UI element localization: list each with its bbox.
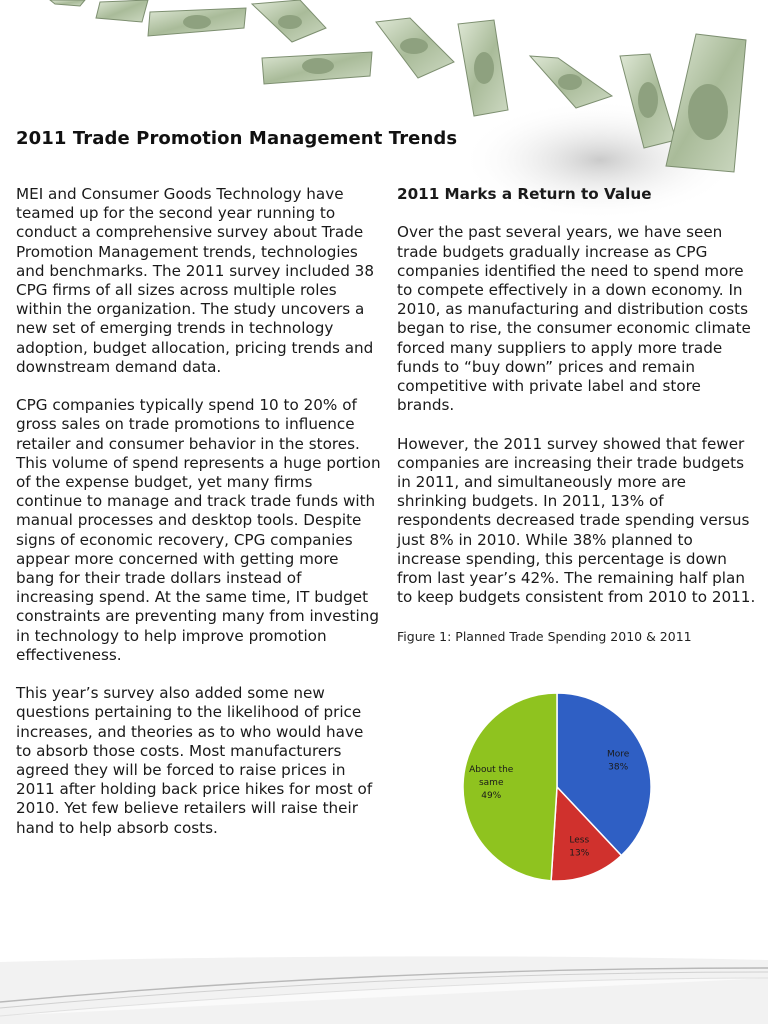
bill-icon-1 — [50, 0, 85, 6]
survey-results-paragraph: However, the 2011 survey showed that fewer companies are increasing their trade budgets in 2011, and simultaneously more are shrinking budgets. In 2011, 13% of respondents decreased trade spending versus just 8% in 2010. While 38% planned to increase spending, this percentage is down from last year’s 42%. The remaining half plan to keep budgets consistent from 2010 to 2011. — [397, 434, 756, 607]
pricing-paragraph: This year’s survey also added some new questions pertaining to the likelihood of price increases, and theories as to who would have to absorb those costs. Most manufacturers agreed they will be forced to raise prices in 2011 after holding back price hikes for most of 2010. Yet few believe retailers will raise their hand to help absorb costs. — [16, 684, 373, 837]
pie-chart — [450, 680, 665, 895]
pie-label-less: Less 13% — [569, 835, 590, 859]
bill-icon-2 — [96, 0, 148, 22]
pie-label-about-the-same: About the same 49% — [469, 764, 514, 801]
left-column — [16, 185, 381, 857]
figure-caption: Figure 1: Planned Trade Spending 2010 & 2011 — [397, 628, 692, 644]
trade-budget-paragraph: Over the past several years, we have seen trade budgets gradually increase as CPG companies identified the need to spend more to compete effectively in a down economy. In 2010, as manufacturing and distribution costs began to rise, the consumer economic climate forced many suppliers to apply more trade funds to “buy down” prices and remain competitive with private label and store brands. — [397, 223, 751, 415]
bill-icon-7 — [458, 20, 508, 116]
section-subheading: 2011 Marks a Return to Value — [397, 185, 652, 203]
bill-icon-5 — [262, 52, 372, 84]
spend-paragraph: CPG companies typically spend 10 to 20% of gross sales on trade promotions to influence retailer and consumer behavior in the stores. This volume of spend represents a huge portion of the expense budget, yet many firms continue to manage and track trade funds with manual processes and desktop tools. Despite signs of economic recovery, CPG companies appear more concerned with getting more bang for their trade dollars instead of increasing spend. At the same time, IT budget constraints are preventing many from investing in technology to help improve promotion effectiveness. — [16, 396, 381, 664]
pie-label-more: More 38% — [607, 749, 630, 773]
bill-icon-3 — [148, 8, 246, 36]
footer-swoosh — [0, 950, 768, 1024]
page-title: 2011 Trade Promotion Management Trends — [16, 128, 458, 149]
intro-paragraph: MEI and Consumer Goods Technology have teamed up for the second year running to conduct a comprehensive survey about Trade Promotion Management trends, technologies and benchmarks. The 2011 survey included 38 CPG firms of all sizes across multiple roles within the organization. The study uncovers a new set of emerging trends in technology adoption, budget allocation, pricing trends and downstream demand data. — [16, 185, 374, 376]
pie-slice-about-the-same — [463, 693, 557, 881]
bill-icon-10 — [666, 34, 746, 172]
right-column — [397, 185, 760, 665]
bill-icon-4 — [252, 0, 326, 42]
bill-icon-8 — [530, 56, 612, 108]
pie-chart-svg — [450, 680, 665, 895]
bill-icon-6 — [376, 18, 454, 78]
